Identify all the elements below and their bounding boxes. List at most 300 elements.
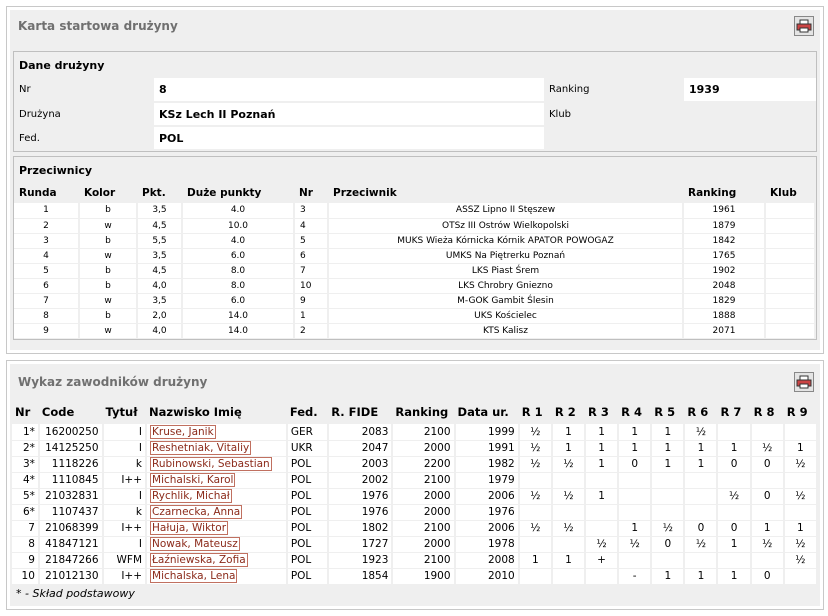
- round-result-cell: 1: [651, 456, 684, 472]
- opponent-ranking-cell: 1879: [683, 218, 765, 233]
- print-team-card-button[interactable]: [794, 16, 814, 36]
- player-row: [12, 504, 817, 520]
- round-result-cell: [784, 504, 817, 520]
- round-result-cell: 0: [618, 456, 651, 472]
- round-result-cell: ½: [585, 536, 618, 552]
- round-result-cell: 0: [717, 456, 750, 472]
- player-nr-cell: 8: [12, 536, 39, 552]
- player-title-cell: I: [103, 424, 146, 440]
- round-result-cell: 0: [751, 488, 784, 504]
- col-header: R 4: [618, 400, 651, 424]
- player-born-cell: 1979: [455, 472, 519, 488]
- player-ranking-cell: 2100: [392, 472, 454, 488]
- col-header: R 6: [684, 400, 717, 424]
- round-result-cell: 1: [585, 424, 618, 440]
- round-result-cell: [585, 568, 618, 584]
- opponent-row: [14, 293, 815, 308]
- opponent-nr-cell: 4: [294, 218, 328, 233]
- round-result-cell: [585, 520, 618, 536]
- color-cell: b: [79, 278, 137, 293]
- round-cell: 1: [14, 203, 79, 218]
- player-code-cell: 21068399: [39, 520, 103, 536]
- ranking-label: Ranking: [544, 78, 684, 102]
- round-result-cell: [618, 552, 651, 568]
- empty-cell: [544, 126, 684, 150]
- player-nr-cell: 5*: [12, 488, 39, 504]
- round-result-cell: [784, 568, 817, 584]
- team-data-box: [13, 51, 817, 152]
- big-points-cell: 14.0: [182, 323, 294, 338]
- player-fide-cell: 2002: [328, 472, 392, 488]
- player-row: [12, 456, 817, 472]
- player-name-cell: [146, 552, 287, 568]
- team-card-inner: [10, 10, 820, 350]
- big-points-cell: 6.0: [182, 293, 294, 308]
- player-row: [12, 472, 817, 488]
- round-result-cell: ½: [751, 536, 784, 552]
- round-result-cell: [751, 424, 784, 440]
- player-born-cell: 1978: [455, 536, 519, 552]
- color-cell: w: [79, 323, 137, 338]
- player-code-cell: 41847121: [39, 536, 103, 552]
- opponent-ranking-cell: 1902: [683, 263, 765, 278]
- round-result-cell: 1: [717, 440, 750, 456]
- printer-icon: [796, 19, 812, 33]
- round-result-cell: 1: [684, 568, 717, 584]
- col-header: Code: [39, 400, 103, 424]
- round-result-cell: [519, 504, 552, 520]
- player-title-cell: I++: [103, 472, 146, 488]
- round-result-cell: 1: [552, 552, 585, 568]
- round-result-cell: ½: [651, 520, 684, 536]
- col-header: Nr: [294, 183, 328, 203]
- player-fide-cell: 1727: [328, 536, 392, 552]
- players-panel: [6, 360, 824, 610]
- round-result-cell: [751, 504, 784, 520]
- round-result-cell: [585, 472, 618, 488]
- player-row: [12, 520, 817, 536]
- round-cell: 9: [14, 323, 79, 338]
- player-name-link[interactable]: Czarnecka, Anna: [152, 506, 241, 518]
- player-title-cell: I: [103, 536, 146, 552]
- opponents-header-row: [14, 183, 815, 203]
- team-name-row: [14, 102, 816, 126]
- col-header: Runda: [14, 183, 79, 203]
- players-header-row: [12, 400, 817, 424]
- color-cell: b: [79, 203, 137, 218]
- round-result-cell: [519, 472, 552, 488]
- player-code-cell: 1110845: [39, 472, 103, 488]
- col-header: R 8: [751, 400, 784, 424]
- points-cell: 4,0: [137, 278, 182, 293]
- round-cell: 7: [14, 293, 79, 308]
- player-title-cell: I++: [103, 568, 146, 584]
- round-result-cell: 1: [519, 552, 552, 568]
- round-result-cell: ½: [784, 488, 817, 504]
- color-cell: b: [79, 233, 137, 248]
- round-result-cell: 0: [684, 520, 717, 536]
- player-name-link[interactable]: Michalska, Lena: [152, 570, 236, 582]
- round-result-cell: 0: [751, 456, 784, 472]
- player-born-cell: 2006: [455, 520, 519, 536]
- round-result-cell: 1: [585, 488, 618, 504]
- round-result-cell: 1: [618, 520, 651, 536]
- player-ranking-cell: 2200: [392, 456, 454, 472]
- player-row: [12, 424, 817, 440]
- opponent-club-cell: [765, 278, 815, 293]
- opponent-nr-cell: 10: [294, 278, 328, 293]
- opponent-name-cell: UMKS Na Piętrerku Poznań: [328, 248, 683, 263]
- player-fed-cell: POL: [287, 552, 328, 568]
- player-title-cell: WFM: [103, 552, 146, 568]
- round-result-cell: ½: [519, 488, 552, 504]
- round-result-cell: ½: [784, 552, 817, 568]
- opponent-name-cell: ASSZ Lipno II Stęszew: [328, 203, 683, 218]
- color-cell: w: [79, 218, 137, 233]
- round-result-cell: [552, 472, 585, 488]
- player-name-cell: [146, 520, 287, 536]
- footnote: * - Skład podstawowy: [16, 586, 135, 600]
- round-result-cell: 1: [684, 440, 717, 456]
- round-result-cell: ½: [784, 456, 817, 472]
- round-result-cell: 1: [585, 440, 618, 456]
- player-code-cell: 1118226: [39, 456, 103, 472]
- player-fide-cell: 1976: [328, 488, 392, 504]
- opponent-ranking-cell: 1961: [683, 203, 765, 218]
- round-result-cell: [519, 536, 552, 552]
- opponents-title: Przeciwnicy: [19, 164, 93, 177]
- opponent-name-cell: KTS Kalisz: [328, 323, 683, 338]
- player-code-cell: 21032831: [39, 488, 103, 504]
- points-cell: 4,5: [137, 263, 182, 278]
- big-points-cell: 14.0: [182, 308, 294, 323]
- round-result-cell: ½: [552, 520, 585, 536]
- player-nr-cell: 9: [12, 552, 39, 568]
- round-result-cell: ½: [684, 536, 717, 552]
- player-name-cell: [146, 488, 287, 504]
- team-nr-row: [14, 78, 816, 102]
- col-header: Klub: [765, 183, 815, 203]
- round-result-cell: -: [618, 568, 651, 584]
- round-result-cell: 1: [684, 456, 717, 472]
- team-card-panel: [6, 6, 824, 354]
- color-cell: b: [79, 263, 137, 278]
- round-result-cell: [717, 472, 750, 488]
- col-header: Przeciwnik: [328, 183, 683, 203]
- opponent-nr-cell: 9: [294, 293, 328, 308]
- player-fed-cell: GER: [287, 424, 328, 440]
- player-name-cell: [146, 536, 287, 552]
- team-value: KSz Lech II Poznań: [154, 102, 544, 126]
- round-result-cell: +: [585, 552, 618, 568]
- player-title-cell: I++: [103, 520, 146, 536]
- round-cell: 2: [14, 218, 79, 233]
- club-label: Klub: [544, 102, 684, 126]
- player-born-cell: 1982: [455, 456, 519, 472]
- opponent-nr-cell: 7: [294, 263, 328, 278]
- player-name-link[interactable]: Hałuja, Wiktor: [152, 522, 227, 534]
- player-code-cell: 16200250: [39, 424, 103, 440]
- players-table: [12, 400, 818, 585]
- col-header: R 1: [519, 400, 552, 424]
- opponent-club-cell: [765, 218, 815, 233]
- round-result-cell: 1: [651, 424, 684, 440]
- player-born-cell: 1991: [455, 440, 519, 456]
- points-cell: 4,0: [137, 323, 182, 338]
- player-fed-cell: POL: [287, 536, 328, 552]
- round-result-cell: ½: [784, 536, 817, 552]
- col-header: Pkt.: [137, 183, 182, 203]
- player-row: [12, 488, 817, 504]
- team-card-title: Karta startowa drużyny: [18, 19, 178, 33]
- player-code-cell: 21847266: [39, 552, 103, 568]
- team-fed-row: [14, 126, 816, 150]
- player-ranking-cell: 2000: [392, 536, 454, 552]
- players-inner: [10, 364, 820, 606]
- player-nr-cell: 1*: [12, 424, 39, 440]
- color-cell: w: [79, 248, 137, 263]
- player-ranking-cell: 2000: [392, 488, 454, 504]
- round-result-cell: 1: [651, 440, 684, 456]
- player-code-cell: 21012130: [39, 568, 103, 584]
- player-fide-cell: 2047: [328, 440, 392, 456]
- team-data-table: [14, 78, 816, 151]
- nr-value: 8: [154, 78, 544, 102]
- round-result-cell: 1: [784, 520, 817, 536]
- round-result-cell: [651, 552, 684, 568]
- round-result-cell: ½: [717, 488, 750, 504]
- col-header: R 7: [717, 400, 750, 424]
- print-players-button[interactable]: [794, 372, 814, 392]
- round-result-cell: [784, 424, 817, 440]
- player-name-cell: [146, 456, 287, 472]
- round-result-cell: ½: [751, 440, 784, 456]
- opponent-row: [14, 278, 815, 293]
- player-name-link[interactable]: Rychlik, Michał: [152, 490, 230, 502]
- opponent-club-cell: [765, 293, 815, 308]
- player-ranking-cell: 2100: [392, 424, 454, 440]
- round-cell: 4: [14, 248, 79, 263]
- player-nr-cell: 4*: [12, 472, 39, 488]
- opponent-club-cell: [765, 233, 815, 248]
- player-born-cell: 2006: [455, 488, 519, 504]
- player-title-cell: k: [103, 504, 146, 520]
- round-result-cell: 1: [618, 424, 651, 440]
- player-ranking-cell: 1900: [392, 568, 454, 584]
- col-header: R 3: [585, 400, 618, 424]
- round-result-cell: 1: [552, 440, 585, 456]
- printer-icon: [796, 375, 812, 389]
- col-header: Ranking: [683, 183, 765, 203]
- round-result-cell: [717, 504, 750, 520]
- opponent-ranking-cell: 1765: [683, 248, 765, 263]
- team-data-title: Dane drużyny: [19, 59, 105, 72]
- player-row: [12, 536, 817, 552]
- fed-value: POL: [154, 126, 544, 150]
- big-points-cell: 4.0: [182, 203, 294, 218]
- round-cell: 3: [14, 233, 79, 248]
- opponent-row: [14, 233, 815, 248]
- opponent-nr-cell: 5: [294, 233, 328, 248]
- opponent-club-cell: [765, 248, 815, 263]
- player-name-link[interactable]: Nowak, Mateusz: [152, 538, 238, 550]
- col-header: Tytuł: [103, 400, 146, 424]
- points-cell: 2,0: [137, 308, 182, 323]
- team-label: Drużyna: [14, 102, 154, 126]
- round-result-cell: ½: [684, 424, 717, 440]
- player-row: [12, 552, 817, 568]
- player-fide-cell: 2003: [328, 456, 392, 472]
- color-cell: w: [79, 293, 137, 308]
- opponent-ranking-cell: 1888: [683, 308, 765, 323]
- player-fed-cell: POL: [287, 568, 328, 584]
- round-result-cell: [552, 536, 585, 552]
- round-result-cell: 0: [717, 520, 750, 536]
- opponent-row: [14, 323, 815, 338]
- player-title-cell: I: [103, 488, 146, 504]
- opponent-name-cell: LKS Piast Śrem: [328, 263, 683, 278]
- col-header: Nazwisko Imię: [146, 400, 287, 424]
- round-result-cell: ½: [519, 456, 552, 472]
- player-nr-cell: 7: [12, 520, 39, 536]
- col-header: Ranking: [392, 400, 454, 424]
- col-header: Kolor: [79, 183, 137, 203]
- player-name-cell: [146, 504, 287, 520]
- opponent-nr-cell: 3: [294, 203, 328, 218]
- round-result-cell: ½: [552, 488, 585, 504]
- player-nr-cell: 3*: [12, 456, 39, 472]
- opponents-box: [13, 156, 817, 340]
- player-code-cell: 1107437: [39, 504, 103, 520]
- opponent-ranking-cell: 1829: [683, 293, 765, 308]
- player-fed-cell: UKR: [287, 440, 328, 456]
- points-cell: 3,5: [137, 293, 182, 308]
- player-name-link[interactable]: Reshetniak, Vitaliy: [152, 442, 250, 454]
- player-name-link[interactable]: Rubinowski, Sebastian: [152, 458, 270, 470]
- player-fide-cell: 1923: [328, 552, 392, 568]
- opponent-nr-cell: 6: [294, 248, 328, 263]
- player-name-cell: [146, 472, 287, 488]
- round-result-cell: [717, 552, 750, 568]
- round-result-cell: [684, 504, 717, 520]
- player-nr-cell: 6*: [12, 504, 39, 520]
- round-result-cell: ½: [519, 520, 552, 536]
- round-result-cell: [552, 568, 585, 584]
- points-cell: 3,5: [137, 203, 182, 218]
- col-header: Fed.: [287, 400, 328, 424]
- round-result-cell: [684, 552, 717, 568]
- col-header: Duże punkty: [182, 183, 294, 203]
- round-result-cell: [618, 488, 651, 504]
- col-header: R. FIDE: [328, 400, 392, 424]
- col-header: R 2: [552, 400, 585, 424]
- opponent-club-cell: [765, 203, 815, 218]
- opponent-ranking-cell: 2071: [683, 323, 765, 338]
- round-result-cell: [784, 472, 817, 488]
- round-result-cell: [751, 472, 784, 488]
- player-ranking-cell: 2000: [392, 440, 454, 456]
- round-result-cell: [585, 504, 618, 520]
- player-nr-cell: 10: [12, 568, 39, 584]
- round-result-cell: ½: [519, 440, 552, 456]
- round-result-cell: ½: [618, 536, 651, 552]
- big-points-cell: 6.0: [182, 248, 294, 263]
- opponent-name-cell: M-GOK Gambit Ślesin: [328, 293, 683, 308]
- round-cell: 6: [14, 278, 79, 293]
- opponent-row: [14, 218, 815, 233]
- big-points-cell: 8.0: [182, 278, 294, 293]
- opponent-ranking-cell: 2048: [683, 278, 765, 293]
- ranking-value: 1939: [684, 78, 816, 102]
- opponent-ranking-cell: 1842: [683, 233, 765, 248]
- round-result-cell: 1: [651, 568, 684, 584]
- player-fide-cell: 2083: [328, 424, 392, 440]
- player-name-cell: [146, 440, 287, 456]
- player-fide-cell: 1976: [328, 504, 392, 520]
- opponent-club-cell: [765, 323, 815, 338]
- opponent-name-cell: OTSz III Ostrów Wielkopolski: [328, 218, 683, 233]
- opponent-row: [14, 263, 815, 278]
- player-fide-cell: 1854: [328, 568, 392, 584]
- player-name-link[interactable]: Łaźniewska, Zofia: [152, 554, 246, 566]
- opponent-row: [14, 248, 815, 263]
- round-result-cell: 1: [585, 456, 618, 472]
- opponent-row: [14, 203, 815, 218]
- round-result-cell: [651, 504, 684, 520]
- round-result-cell: [552, 504, 585, 520]
- round-result-cell: 1: [784, 440, 817, 456]
- round-result-cell: 0: [751, 568, 784, 584]
- round-result-cell: 1: [717, 536, 750, 552]
- color-cell: b: [79, 308, 137, 323]
- players-header: [10, 364, 820, 400]
- round-result-cell: [519, 568, 552, 584]
- opponent-nr-cell: 1: [294, 308, 328, 323]
- player-name-link[interactable]: Kruse, Janik: [152, 425, 214, 438]
- points-cell: 4,5: [137, 218, 182, 233]
- big-points-cell: 8.0: [182, 263, 294, 278]
- col-header: Data ur.: [455, 400, 519, 424]
- player-name-cell: [146, 424, 287, 440]
- opponent-name-cell: MUKS Wieża Kórnicka Kórnik APATOR POWOGAZ: [328, 233, 683, 248]
- big-points-cell: 10.0: [182, 218, 294, 233]
- opponents-body: [14, 203, 815, 338]
- col-header: R 5: [651, 400, 684, 424]
- player-ranking-cell: 2000: [392, 504, 454, 520]
- player-name-cell: [146, 568, 287, 584]
- col-header: R 9: [784, 400, 817, 424]
- round-result-cell: 0: [651, 536, 684, 552]
- player-name-link[interactable]: Michalski, Karol: [152, 474, 234, 486]
- player-born-cell: 2010: [455, 568, 519, 584]
- player-fed-cell: POL: [287, 472, 328, 488]
- player-row: [12, 440, 817, 456]
- opponents-table: [14, 183, 816, 339]
- player-fed-cell: POL: [287, 520, 328, 536]
- round-cell: 8: [14, 308, 79, 323]
- round-result-cell: [684, 472, 717, 488]
- player-ranking-cell: 2100: [392, 552, 454, 568]
- player-nr-cell: 2*: [12, 440, 39, 456]
- round-result-cell: [651, 488, 684, 504]
- player-title-cell: k: [103, 456, 146, 472]
- player-born-cell: 1976: [455, 504, 519, 520]
- club-value: [684, 102, 816, 126]
- round-result-cell: 1: [717, 568, 750, 584]
- player-fide-cell: 1802: [328, 520, 392, 536]
- round-result-cell: [751, 552, 784, 568]
- opponent-club-cell: [765, 308, 815, 323]
